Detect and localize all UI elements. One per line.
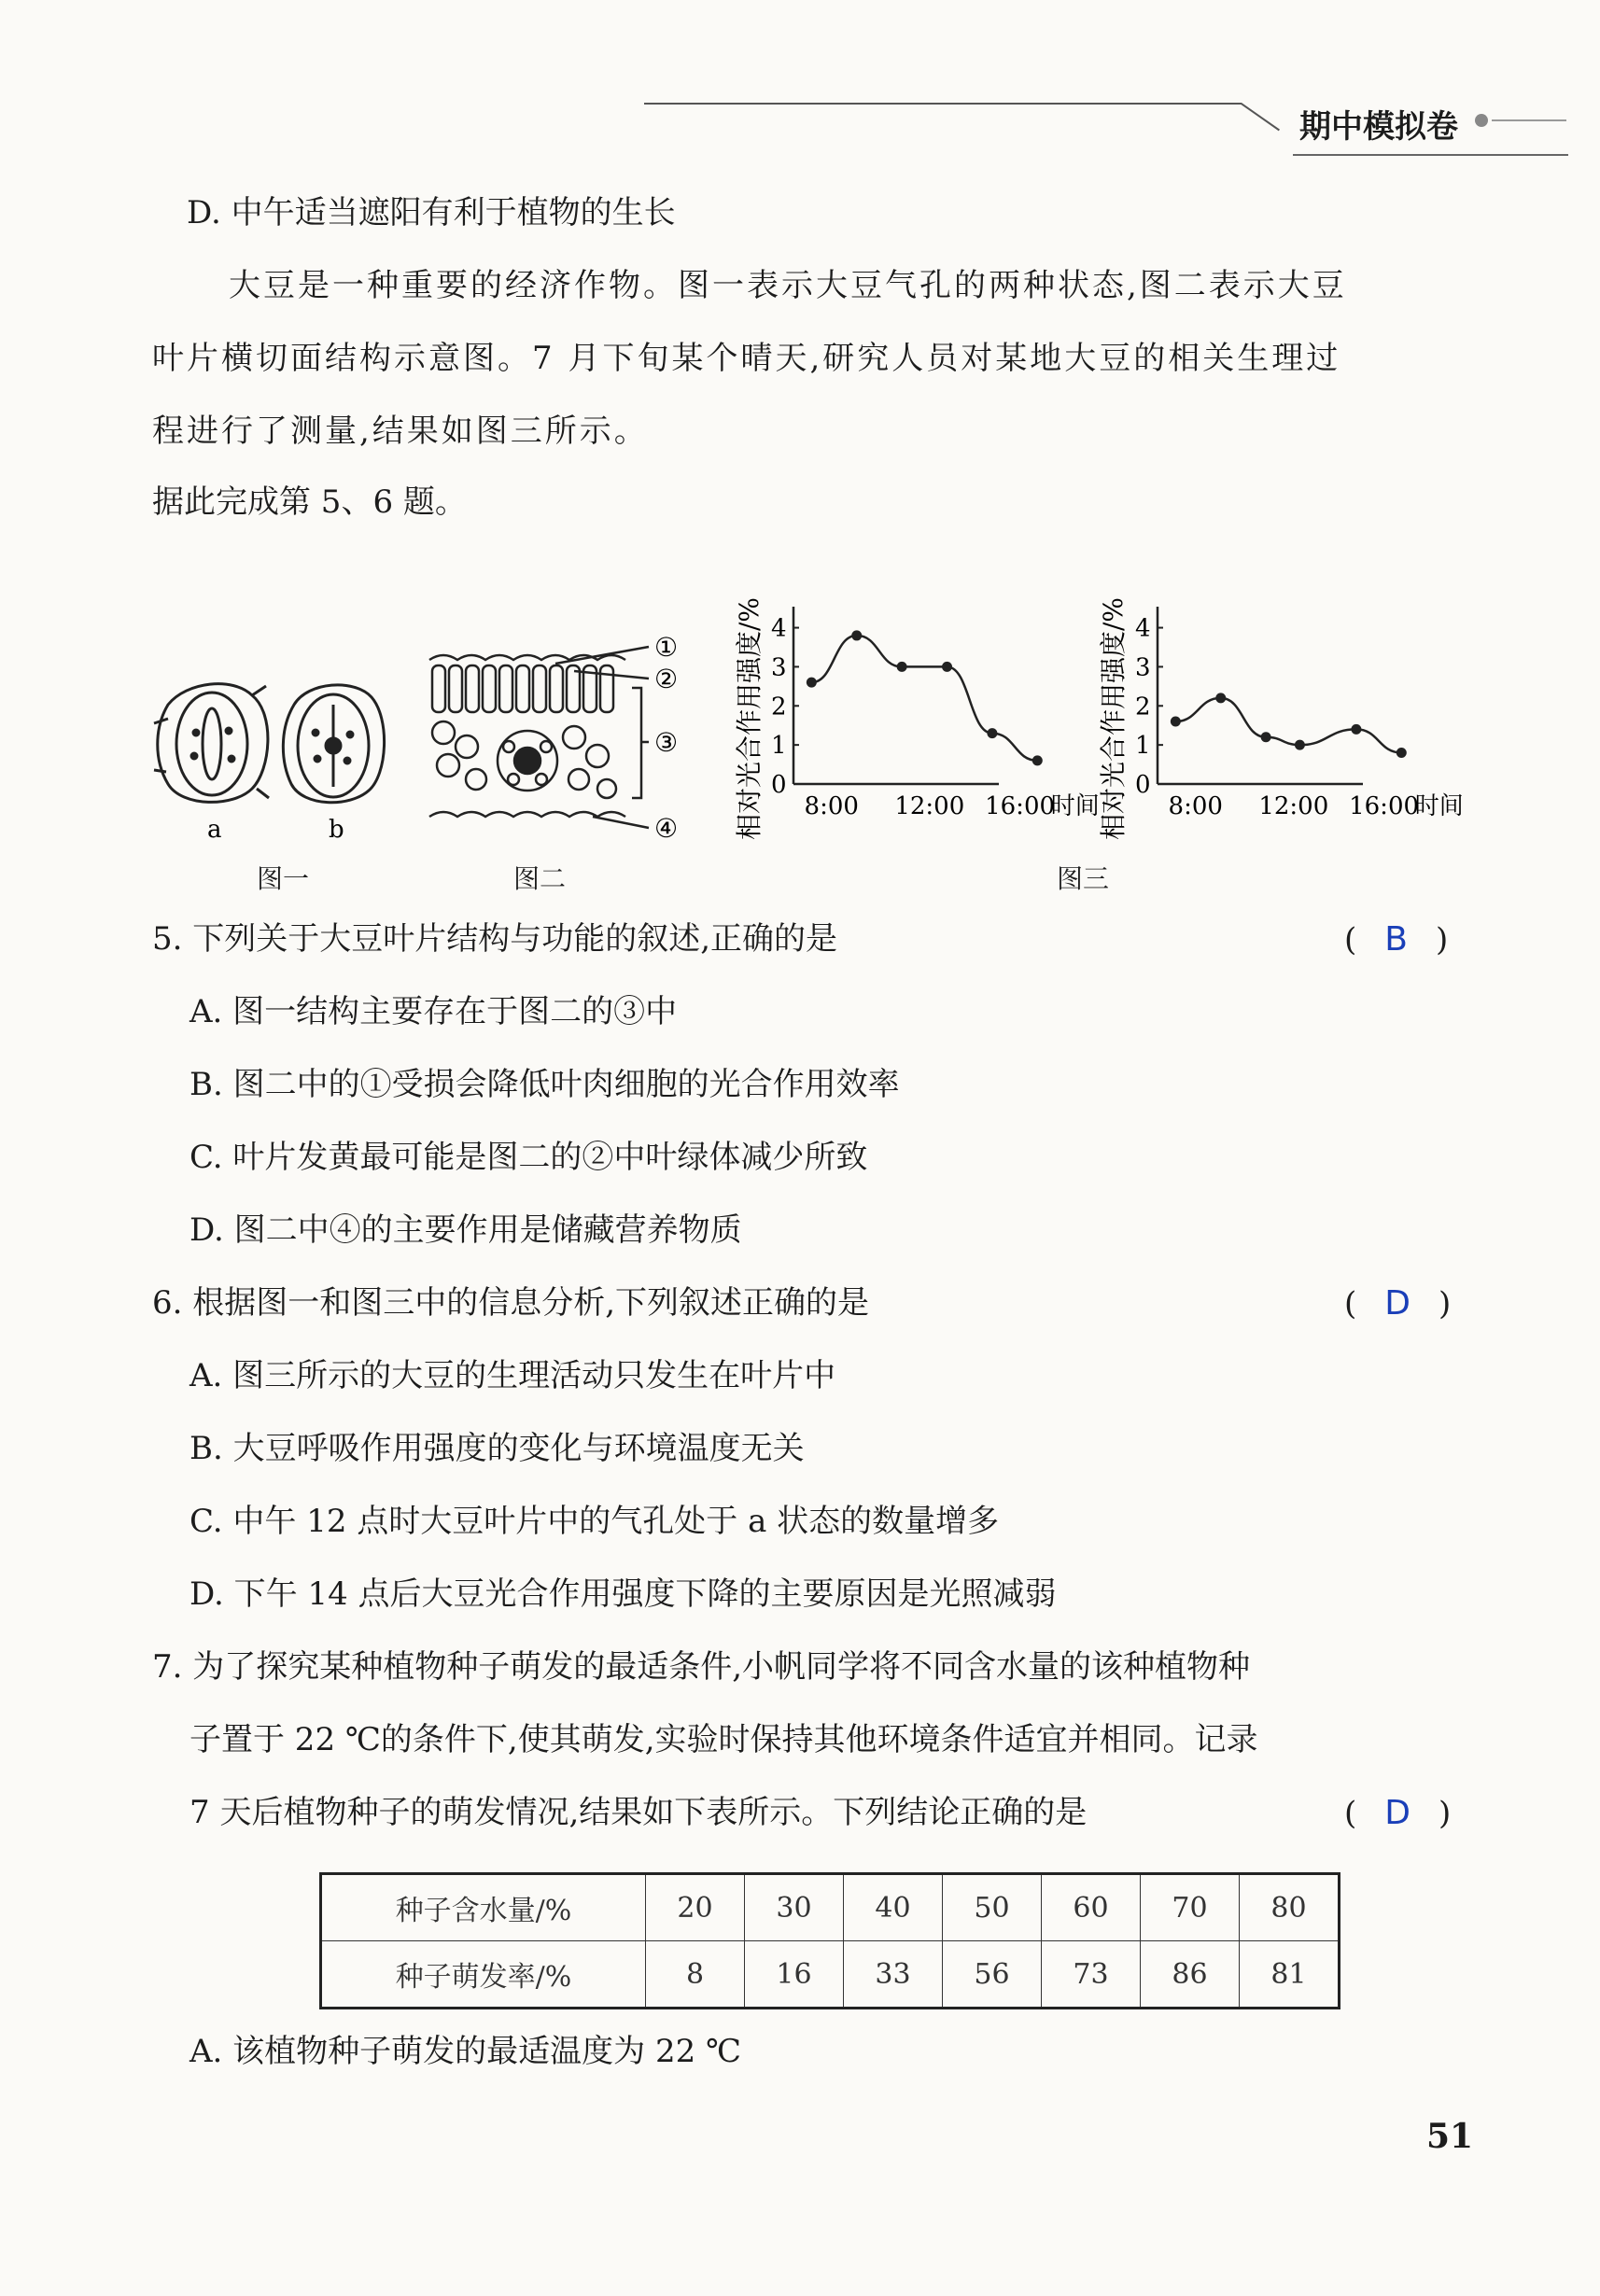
- table-cell: 60: [1042, 1874, 1141, 1941]
- header-title: 期中模拟卷: [1299, 108, 1458, 146]
- x-axis-label: 时间: [1050, 792, 1100, 820]
- data-point: [1032, 755, 1043, 765]
- stoma-a-label: a: [207, 816, 222, 844]
- q7-line-2: 子置于 22 ℃的条件下,使其萌发,实验时保持其他环境条件适宜并相同。记录: [189, 1721, 1258, 1758]
- intro-line-2: 叶片横切面结构示意图。7 月下旬某个晴天,研究人员对某地大豆的相关生理过: [152, 340, 1341, 377]
- q5-option-b: B. 图二中的①受损会降低叶肉细胞的光合作用效率: [189, 1066, 900, 1103]
- data-point: [1295, 740, 1305, 750]
- table-cell: 40: [844, 1874, 943, 1941]
- q5-stem: 5. 下列关于大豆叶片结构与功能的叙述,正确的是: [152, 920, 838, 958]
- table-cell: 33: [844, 1941, 943, 2009]
- series-line: [811, 636, 1037, 761]
- figure-3-caption: 图三: [1057, 863, 1110, 894]
- q7-option-a: A. 该植物种子萌发的最适温度为 22 ℃: [189, 2033, 742, 2070]
- q6-open-paren: (: [1344, 1285, 1357, 1323]
- q5-answer: B: [1384, 920, 1408, 959]
- x-tick-label: 16:00: [985, 792, 1056, 820]
- figure-1-caption: 图一: [257, 863, 310, 894]
- data-point: [942, 662, 952, 672]
- x-tick-label: 8:00: [804, 792, 859, 820]
- q7-open-paren: (: [1344, 1795, 1357, 1832]
- y-tick-label: 2: [771, 693, 787, 721]
- table-cell: 70: [1141, 1874, 1240, 1941]
- fig2-label-2: ②: [654, 664, 679, 694]
- fig2-label-1: ①: [654, 632, 679, 663]
- germination-table: [319, 1872, 1340, 2009]
- chart-2: [1092, 560, 1466, 849]
- y-axis-label: 相对光合作用强度/%: [734, 596, 765, 840]
- y-axis-label: 相对光合作用强度/%: [1098, 596, 1129, 840]
- data-point: [1396, 748, 1407, 758]
- table-row: [321, 1874, 1340, 1941]
- stoma-b-label: b: [329, 816, 344, 844]
- y-tick-label: 1: [1135, 732, 1151, 761]
- q6-option-c: C. 中午 12 点时大豆叶片中的气孔处于 a 状态的数量增多: [189, 1503, 1000, 1540]
- data-point: [1171, 717, 1181, 727]
- x-tick-label: 12:00: [894, 792, 965, 820]
- table-cell: 73: [1042, 1941, 1141, 2009]
- chart-1: [728, 560, 1102, 849]
- q5-answer-bracket: [1344, 920, 1448, 959]
- table-cell: 80: [1240, 1874, 1340, 1941]
- table-cell: 56: [943, 1941, 1042, 2009]
- q7-answer-bracket: [1344, 1794, 1451, 1832]
- q5-close-paren: ): [1435, 921, 1449, 959]
- table-cell: 30: [745, 1874, 844, 1941]
- page-number: 51: [1426, 2117, 1474, 2156]
- data-point: [897, 662, 907, 672]
- data-point: [807, 678, 817, 688]
- stoma-a: [154, 684, 269, 803]
- table-cell: 20: [646, 1874, 745, 1941]
- q6-stem: 6. 根据图一和图三中的信息分析,下列叙述正确的是: [152, 1284, 870, 1322]
- y-tick-label: 0: [1135, 771, 1151, 799]
- figure-2-leaf-section: [425, 630, 705, 854]
- y-tick-label: 4: [771, 614, 787, 643]
- q6-option-a: A. 图三所示的大豆的生理活动只发生在叶片中: [189, 1357, 836, 1394]
- q6-option-d: D. 下午 14 点后大豆光合作用强度下降的主要原因是光照减弱: [189, 1575, 1057, 1613]
- q6-answer: D: [1384, 1284, 1411, 1323]
- y-tick-label: 3: [771, 653, 787, 682]
- fig2-label-3: ③: [654, 727, 679, 758]
- y-tick-label: 4: [1135, 614, 1151, 643]
- table-row-header: 种子萌发率/%: [321, 1941, 646, 2009]
- header-underline: [1293, 154, 1568, 156]
- header-dot: [1475, 114, 1488, 127]
- y-tick-label: 2: [1135, 693, 1151, 721]
- figure-1-stomata: [149, 667, 401, 854]
- header-rule-tail: [1492, 119, 1566, 121]
- q5-option-d: D. 图二中④的主要作用是储藏营养物质: [189, 1211, 742, 1249]
- y-tick-label: 3: [1135, 653, 1151, 682]
- table-cell: 81: [1240, 1941, 1340, 2009]
- q7-close-paren: ): [1439, 1795, 1452, 1832]
- table-row-header: 种子含水量/%: [321, 1874, 646, 1941]
- intro-line-4: 据此完成第 5、6 题。: [152, 483, 467, 521]
- series-line: [1175, 698, 1401, 753]
- table-row: [321, 1941, 1340, 2009]
- header-rule-bend: [1241, 103, 1280, 131]
- x-axis-label: 时间: [1414, 792, 1464, 820]
- table-cell: 86: [1141, 1941, 1240, 2009]
- intro-line-1: 大豆是一种重要的经济作物。图一表示大豆气孔的两种状态,图二表示大豆: [229, 267, 1347, 304]
- y-tick-label: 0: [771, 771, 787, 799]
- q7-line-3: 7 天后植物种子的萌发情况,结果如下表所示。下列结论正确的是: [189, 1794, 1088, 1831]
- q6-answer-bracket: [1344, 1284, 1451, 1323]
- vein: [498, 731, 557, 791]
- data-point: [1261, 732, 1271, 742]
- q5-open-paren: (: [1344, 921, 1357, 959]
- figure-2-caption: 图二: [513, 863, 567, 894]
- stoma-b: [283, 685, 384, 803]
- lower-epidermis: [429, 812, 625, 817]
- header-rule: [644, 103, 1242, 105]
- y-tick-label: 1: [771, 732, 787, 761]
- prev-option-d: D. 中午适当遮阳有利于植物的生长: [187, 194, 676, 231]
- table-cell: 8: [646, 1941, 745, 2009]
- q7-answer: D: [1384, 1794, 1411, 1832]
- q5-option-c: C. 叶片发黄最可能是图二的②中叶绿体减少所致: [189, 1139, 868, 1176]
- table-cell: 16: [745, 1941, 844, 2009]
- q6-option-b: B. 大豆呼吸作用强度的变化与环境温度无关: [189, 1430, 805, 1467]
- fig2-label-4: ④: [654, 813, 679, 844]
- data-point: [851, 630, 862, 640]
- x-tick-label: 12:00: [1258, 792, 1329, 820]
- q6-close-paren: ): [1439, 1285, 1452, 1323]
- x-tick-label: 16:00: [1349, 792, 1420, 820]
- data-point: [1215, 693, 1226, 703]
- data-point: [1351, 724, 1361, 735]
- table-cell: 50: [943, 1874, 1042, 1941]
- q7-line-1: 7. 为了探究某种植物种子萌发的最适条件,小帆同学将不同含水量的该种植物种: [152, 1648, 1251, 1686]
- intro-line-3: 程进行了测量,结果如图三所示。: [152, 413, 649, 450]
- x-tick-label: 8:00: [1168, 792, 1223, 820]
- q5-option-a: A. 图一结构主要存在于图二的③中: [189, 993, 678, 1030]
- data-point: [987, 728, 997, 738]
